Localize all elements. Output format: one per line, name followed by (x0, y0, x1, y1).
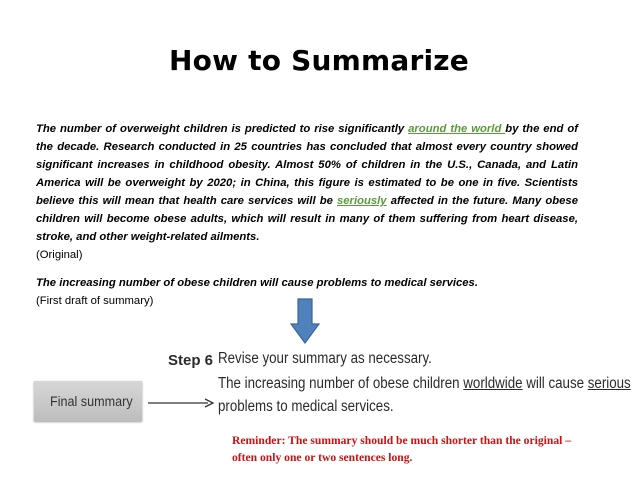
draft-tag: (First draft of summary) (36, 295, 154, 307)
highlight-around-the-world: around the world (408, 123, 506, 135)
original-tag: (Original) (36, 249, 83, 261)
final-summary-line-2: problems to medical services. (218, 398, 394, 415)
final-text-a: The increasing number of obese children (218, 375, 464, 392)
original-text-3: affected in the future. Many obese children will become obese adults, which will result in many of them suffering from heart disease, stroke, and other weight-related ailments. (36, 195, 578, 243)
step-label: Step 6 (168, 352, 214, 369)
step-instruction: Revise your summary as necessary. (218, 350, 432, 367)
final-summary-label: Final summary (50, 393, 133, 409)
final-word-worldwide: worldwide (463, 375, 523, 392)
original-paragraph (36, 120, 578, 264)
right-arrow-icon (148, 398, 214, 408)
original-text-1: The number of overweight children is predicted to rise significantly (36, 123, 409, 135)
draft-text: The increasing number of obese children will cause problems to medical services. (36, 277, 478, 289)
down-arrow-icon (290, 298, 320, 344)
final-text-c: will cause (522, 375, 588, 392)
page-title: How to Summarize (169, 44, 469, 77)
original-text-2: by the end of the decade. Research conducted in 25 countries has concluded that almost every country showed significant increases in childhood obesity. Almost 50% of children in the U.S., Canada, and Latin America will be overweight by 2020; in China, this figure is estimated to be one in five. Scientists believe this will mean that health care services will be (36, 123, 578, 207)
final-summary-line-1 (218, 375, 631, 393)
final-word-serious: serious (587, 375, 631, 392)
reminder-line-1: Reminder: The summary should be much shorter than the original – (232, 434, 572, 447)
highlight-seriously: seriously (336, 195, 387, 207)
reminder-line-2: often only one or two sentences long. (232, 451, 413, 464)
reminder-note (232, 432, 632, 466)
